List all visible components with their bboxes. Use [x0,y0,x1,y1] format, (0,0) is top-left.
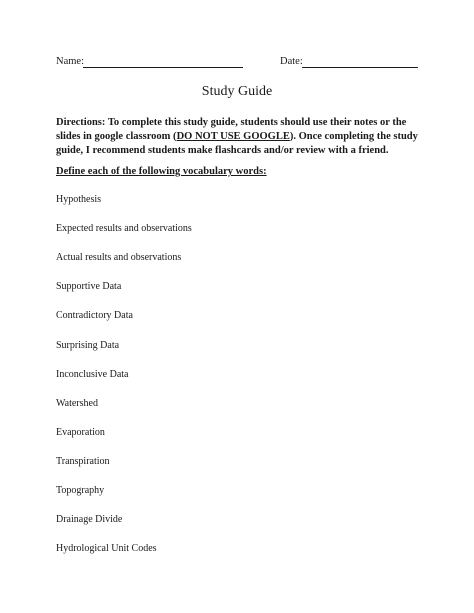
vocab-item-hydrological-unit-codes: Hydrological Unit Codes [56,543,157,554]
define-heading: Define each of the following vocabulary words: [56,166,267,177]
vocab-item-actual-results: Actual results and observations [56,252,182,263]
vocab-item-evaporation: Evaporation [56,427,105,438]
directions-text-1: Directions: To complete this study guide, students should use their notes or the slides in google classroom ( [56,117,407,142]
vocab-item-contradictory-data: Contradictory Data [56,310,133,321]
name-label: Name: [56,56,84,67]
vocab-item-topography: Topography [56,485,105,496]
vocab-item-transpiration: Transpiration [56,456,110,467]
vocab-item-drainage-divide: Drainage Divide [56,514,123,525]
vocab-item-supportive-data: Supportive Data [56,281,122,292]
vocab-item-watershed: Watershed [56,398,98,409]
vocab-item-surprising-data: Surprising Data [56,340,120,351]
vocab-item-expected-results: Expected results and observations [56,223,192,234]
vocab-item-hypothesis: Hypothesis [56,194,101,205]
directions-warning: DO NOT USE GOOGLE [176,131,290,142]
page-title: Study Guide [201,84,273,99]
directions-text-2: ). Once completing the study guide, I recommend students make flashcards and/or review with a friend. [56,131,418,156]
directions-paragraph [56,116,422,158]
name-blank-line [83,67,243,68]
header-fields [56,56,418,72]
vocab-item-inconclusive-data: Inconclusive Data [56,369,129,380]
date-blank-line [302,67,418,68]
date-label: Date: [280,56,303,67]
